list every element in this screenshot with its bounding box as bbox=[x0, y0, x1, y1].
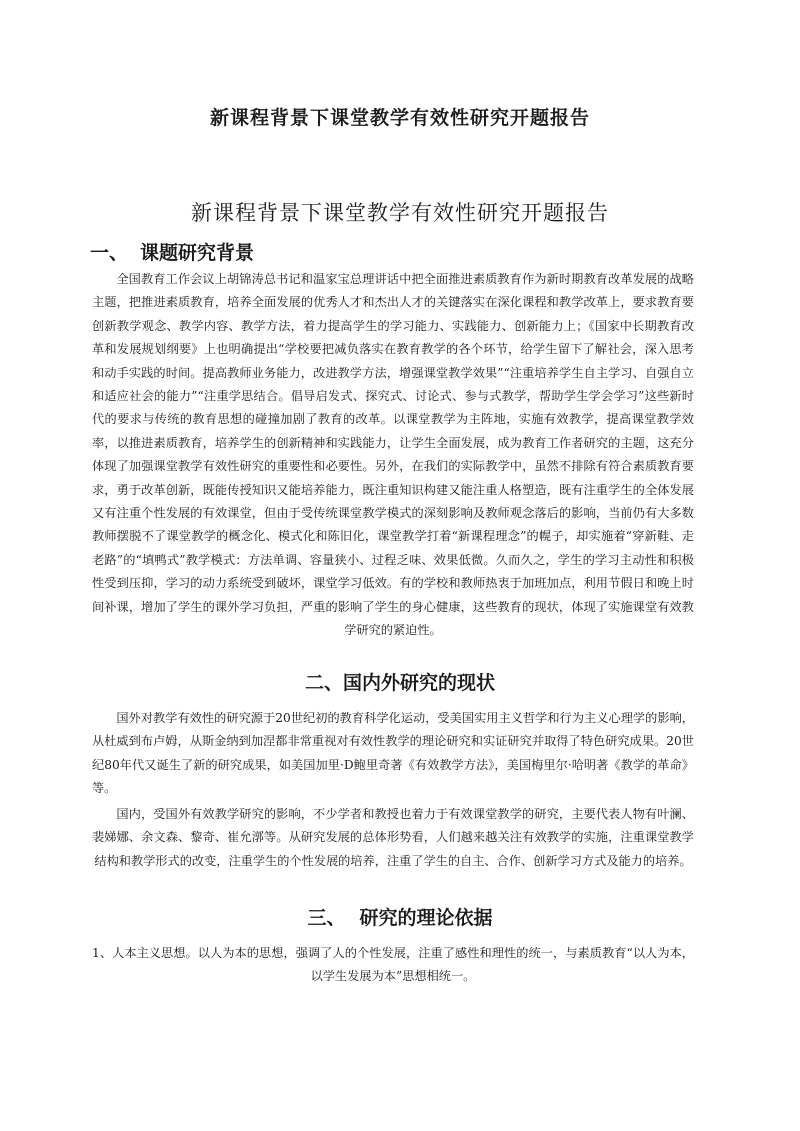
section-1-title: 课题研究背景 bbox=[140, 242, 255, 264]
section-3-number: 三、 bbox=[307, 907, 346, 929]
section-2-title: 国内外研究的现状 bbox=[343, 672, 496, 694]
document-title: 新课程背景下课堂教学有效性研究开题报告 bbox=[209, 107, 590, 129]
section-1-paragraph: 全国教育工作会议上胡锦涛总书记和温家宝总理讲话中把全面推进素质教育作为新时期教育改革发展的战略主题，把推进素质教育，培养全面发展的优秀人才和杰出人才的关键落实在深化课程和教学改革上，要求教育要创新教学观念、教学内容、教学方法，着力提高学生的学习能力、实践能力、创新能力上；《国家中长期教育改革和发展规划纲要》上也明确提出“学校要把减负落实在教育教学的各个环节，给学生留下了解社会，深入思考和动手实践的时间。提高教师业务能力，改进教学方法，增强课堂教学效果”“注重培养学生自主学习、自强自立和适应社会的能力”“注重学思结合。倡导启发式、探究式、讨论式、参与式教学，帮助学生学会学习”这些新时代的要求与传统的教育思想的碰撞加剧了教育的改革。以课堂教学为主阵地，实施有效教学，提高课堂教学效率，以推进素质教育，培养学生的创新精神和实践能力，让学生全面发展，成为教育工作者研究的主题，这充分体现了加强课堂教学有效性研究的重要性和必要性。另外，在我们的实际教学中，虽然不排除有符合素质教育要求，勇于改革创新，既能传授知识又能培养能力，既注重知识构建又能注重人格塑造，既有注重学生的全体发展又有注重个性发展的有效课堂，但由于受传统课堂教学模式的深刻影响及教师观念落后的影响，当前仍有大多数教师摆脱不了课堂教学的概念化、模式化和陈旧化，课堂教学打着“新课程理念”的幌子，却实施着“穿新鞋、走老路”的“填鸭式”教学模式：方法单调、容量狭小、过程乏味、效果低微。久而久之，学生的学习主动性和积极性受到压抑，学习的动力系统受到破坏，课堂学习低效。有的学校和教师热衷于加班加点，利用节假日和晚上时间补课，增加了学生的课外学习负担，严重的影响了学生的身心健康，这些教育的现状，体现了实施课堂有效教学研究的紧迫性。 bbox=[92, 272, 694, 638]
section-2-number: 二、 bbox=[304, 672, 343, 694]
section-3-title: 研究的理论依据 bbox=[359, 907, 493, 929]
document-subtitle: 新课程背景下课堂教学有效性研究开题报告 bbox=[191, 201, 609, 225]
section-1-number: 一、 bbox=[90, 242, 129, 264]
section-3-item-1: 1、人本主义思想。以人为本的思想，强调了人的个性发展，注重了感性和理性的统一，与素质教育“以人为本，以学生发展为本”思想相统一。 bbox=[92, 946, 694, 984]
section-2-heading bbox=[0, 668, 800, 695]
section-2-paragraph-1: 国外对教学有效性的研究源于20世纪初的教育科学化运动，受美国实用主义哲学和行为主义心理学的影响，从杜威到布卢姆，从斯金纳到加涅都非常重视对有效性教学的理论研究和实证研究并取得了特色研究成果。20世纪80年代又诞生了新的研究成果，如美国加里·D鲍里奇著《有效教学方法》，美国梅里尔·哈明著《教学的革命》等。 bbox=[92, 711, 694, 796]
section-3-heading bbox=[0, 903, 800, 930]
section-1-heading bbox=[90, 238, 254, 265]
section-2-paragraph-2: 国内，受国外有效教学研究的影响，不少学者和教授也着力于有效课堂教学的研究，主要代表人物有叶澜、裴娣娜、余文森、黎奇、崔允漷等。从研究发展的总体形势看，人们越来越关注有效教学的实施，注重课堂教学结构和教学形式的改变，注重学生的个性发展的培养，注重了学生的自主、合作、创新学习方式及能力的培养。 bbox=[92, 807, 694, 868]
